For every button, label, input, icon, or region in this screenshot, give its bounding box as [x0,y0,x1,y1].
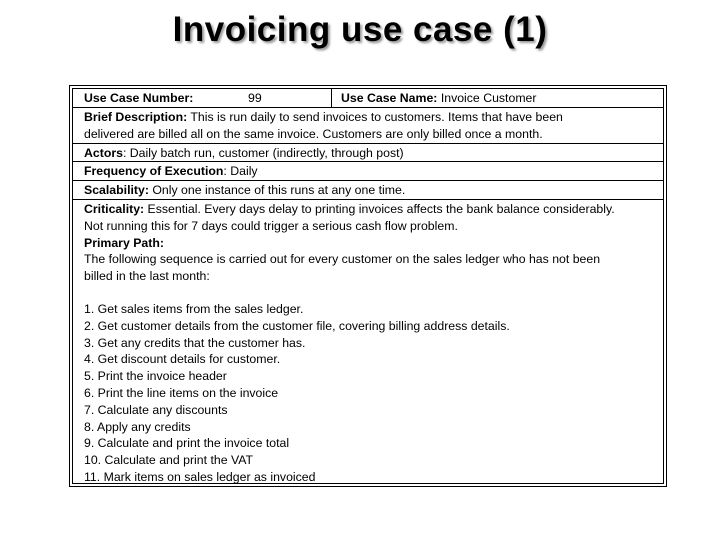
frequency-row [73,162,663,181]
list-item: 5. Print the invoice header [84,369,227,384]
use-case-name-label: Use Case Name: [341,91,438,105]
criticality-label: Criticality: [84,201,145,216]
actors-value: : Daily batch run, customer (indirectly, through post) [122,145,404,160]
list-item: 4. Get discount details for customer. [84,352,281,367]
use-case-header-row [73,89,663,108]
brief-description-row [73,108,663,144]
brief-description-line-2: delivered are billed all on the same invoice. Customers are only billed once a month. [84,126,543,141]
primary-path-intro-2: billed in the last month: [84,269,210,284]
use-case-name-value: Invoice Customer [440,91,537,105]
criticality-and-path-section [73,200,663,486]
spacer [84,285,663,301]
list-item: 9. Calculate and print the invoice total [84,436,290,451]
criticality-text-1: Essential. Every days delay to printing invoices affects the bank balance considerably. [144,201,615,216]
slide-title: Invoicing use case (1) [172,10,548,49]
brief-description-label: Brief Description: [84,110,188,124]
scalability-label: Scalability: [84,183,149,198]
brief-description-line-1 [84,109,663,126]
list-item: 11. Mark items on sales ledger as invoiced [84,469,316,484]
criticality-line-1 [84,201,663,218]
scalability-row [73,181,663,200]
use-case-number-label: Use Case Number: [84,91,194,105]
actors-row [73,144,663,163]
primary-path-label [84,235,663,252]
list-item: 7. Calculate any discounts [84,402,228,417]
list-item: 6. Print the line items on the invoice [84,385,279,400]
step-list [84,301,663,486]
primary-path-intro-1: The following sequence is carried out for every customer on the sales ledger who has not been [84,252,601,267]
frequency-value: : Daily [223,164,258,179]
primary-path-label-text: Primary Path: [84,235,164,250]
use-case-form [72,88,664,484]
use-case-number-value: 99 [248,91,262,105]
criticality-line-2: Not running this for 7 days could trigger a serious cash flow problem. [84,218,458,233]
list-item: 3. Get any credits that the customer has. [84,335,306,350]
list-item: 1. Get sales items from the sales ledger. [84,301,304,316]
list-item: 2. Get customer details from the customer file, covering billing address details. [84,318,510,333]
scalability-value: Only one instance of this runs at any one time. [148,183,406,198]
actors-label: Actors [84,145,123,160]
list-item: 8. Apply any credits [84,419,191,434]
header-divider [331,89,332,107]
brief-description-text-1: This is run daily to send invoices to customers. Items that have been [187,110,563,124]
frequency-label: Frequency of Execution [84,164,224,179]
use-case-name-field [341,90,537,107]
list-item: 10. Calculate and print the VAT [84,453,254,468]
